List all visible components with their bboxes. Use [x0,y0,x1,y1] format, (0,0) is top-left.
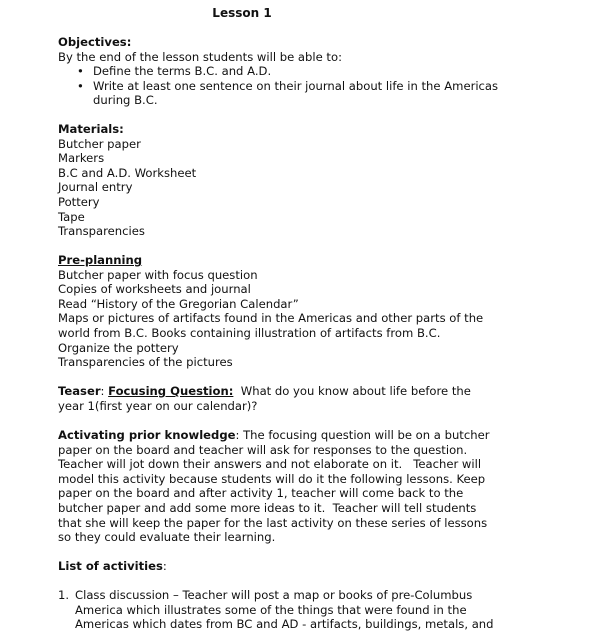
activity-text: Class discussion – Teacher will post a map or books of pre-Columbus [75,588,473,602]
material-item: Butcher paper [58,136,141,151]
activating-section [58,428,578,545]
activating-text: that she will keep the paper for the last activity on these series of lessons [58,515,488,530]
material-item: Pottery [58,194,100,209]
activating-text: model this activity because students will do it the following lessons. Keep [58,471,486,486]
focusing-question-label: Focusing Question: [108,384,234,398]
objective-item: • Write at least one sentence on their journal about life in the Americas [58,79,578,94]
focusing-question-text-continued: year 1(first year on our calendar)? [58,398,258,413]
preplanning-item: world from B.C. Books containing illustration of artifacts from B.C. [58,325,441,340]
objectives-section [58,35,578,108]
preplanning-item: Transparencies of the pictures [58,355,233,370]
objective-item-continued: during B.C. [93,93,158,108]
activating-text: Teacher will jot down their answers and not elaborate on it. Teacher will [58,457,482,472]
focusing-question-text: What do you know about life before the [233,384,471,398]
activating-text: so they could evaluate their learning. [58,530,276,545]
activity-item-1 [58,588,578,632]
preplanning-heading: Pre-planning [58,253,143,267]
materials-heading: Materials: [58,122,124,136]
activating-text: butcher paper and add some more ideas to it. Teacher will tell students [58,500,477,515]
material-item: Transparencies [58,224,145,239]
preplanning-item: Copies of worksheets and journal [58,282,251,297]
activities-heading: List of activities [58,559,163,573]
activating-text: : The focusing question will be on a butcher [235,428,490,442]
material-item: Tape [58,209,85,224]
activating-label: Activating prior knowledge [58,428,236,442]
activity-text: America which illustrates some of the things that were found in the [75,602,467,617]
material-item: Journal entry [58,180,133,195]
objectives-list [58,64,578,93]
lesson-title: Lesson 1 [212,6,272,20]
teaser-colon: : [100,384,109,398]
preplanning-item: Organize the pottery [58,340,179,355]
activities-colon: : [162,559,167,573]
objectives-intro: By the end of the lesson students will be able to: [58,49,342,64]
activity-number: 1. [58,588,70,602]
materials-section [58,122,578,239]
preplanning-item: Butcher paper with focus question [58,267,258,282]
activity-text: Americas which dates from BC and AD - artifacts, buildings, metals, and [75,617,494,632]
objectives-heading: Objectives: [58,35,132,49]
objective-item: • Define the terms B.C. and A.D. [58,64,578,79]
teaser-section [58,384,578,413]
preplanning-item: Read “History of the Gregorian Calendar” [58,296,299,311]
preplanning-section [58,253,578,370]
activating-text: paper on the board and after activity 1, teacher will come back to the [58,486,464,501]
activities-section [58,559,578,574]
activating-text: paper on the board and teacher will ask for responses to the question. [58,442,468,457]
material-item: B.C and A.D. Worksheet [58,165,197,180]
material-item: Markers [58,151,105,166]
teaser-label: Teaser [58,384,101,398]
preplanning-item: Maps or pictures of artifacts found in the Americas and other parts of the [58,311,484,326]
